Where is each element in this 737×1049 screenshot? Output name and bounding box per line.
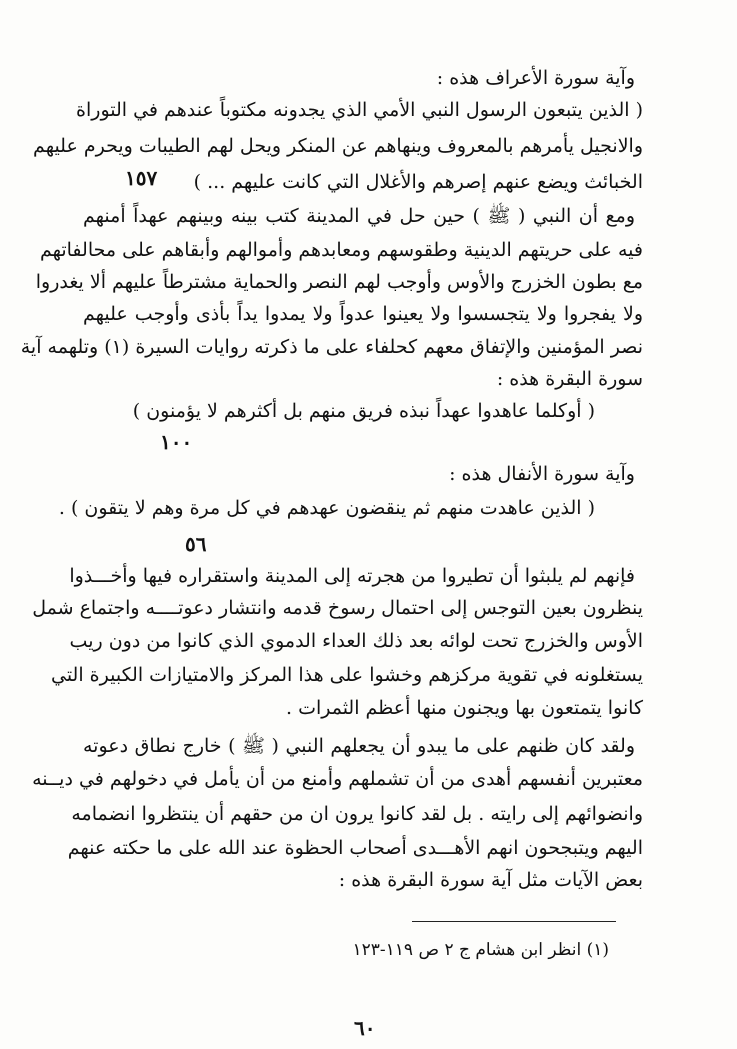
text-line: وآية سورة الأنفال هذه : (449, 463, 635, 485)
text-line: اليهم ويتبجحون انهم الأهـــدى أصحاب الحظوة عند الله على ما حكته عنهم (67, 837, 643, 859)
page-number: ٦٠ (354, 1016, 376, 1040)
text-line: كانوا يتمتعون بها ويجنون منها أعظم الثمرات . (285, 697, 643, 719)
footnote: (١) انظر ابن هشام ج ٢ ص ١١٩-١٢٣ (352, 940, 609, 960)
text-line: فيه على حريتهم الدينية وطقوسهم ومعابدهم وأموالهم وأبقاهم على محالفاتهم (39, 239, 643, 261)
text-line: ( أوكلما عاهدوا عهداً نبذه فريق منهم بل أكثرهم لا يؤمنون ) (132, 400, 595, 422)
verse-number: ٥٦ (185, 532, 207, 556)
verse-number: ١٠٠ (160, 430, 193, 454)
verse-number: ١٥٧ (125, 166, 158, 190)
text-line: الأوس والخزرج تحت لوائه بعد ذلك العداء الدموي الذي كانوا من دون ريب (69, 630, 643, 652)
footnote-divider (412, 921, 616, 922)
text-line: ( الذين عاهدت منهم ثم ينقضون عهدهم في كل مرة وهم لا يتقون ) . (58, 497, 595, 519)
text-line: ينظرون بعين التوجس إلى احتمال رسوخ قدمه وانتشار دعوتــــه واجتماع شمل (32, 597, 643, 619)
text-line: ولا يفجروا ولا يتجسسوا ولا يعينوا عدواً ولا يمدوا يداً بأذى وأوجب عليهم (83, 303, 643, 325)
text-line: وآية سورة الأعراف هذه : (436, 67, 635, 89)
text-line: يستغلونه في تقوية مركزهم وخشوا على هذا المركز والامتيازات الكبيرة التي (50, 664, 643, 686)
text-line: سورة البقرة هذه : (496, 368, 643, 390)
text-line: والانجيل يأمرهم بالمعروف وينهاهم عن المنكر ويحل لهم الطيبات ويحرم عليهم (33, 135, 643, 157)
text-line: الخبائث ويضع عنهم إصرهم والأغلال التي كانت عليهم ... ) (193, 171, 643, 193)
text-line: ولقد كان ظنهم على ما يبدو أن يجعلهم النبي ( ﷺ ) خارج نطاق دعوته (83, 735, 635, 757)
text-line: بعض الآيات مثل آية سورة البقرة هذه : (338, 869, 643, 891)
text-line: وانضوائهم إلى رايته . بل لقد كانوا يرون ان من حقهم أن ينتظروا انضمامه (71, 803, 643, 825)
text-line: مع بطون الخزرج والأوس وأوجب لهم النصر والحماية مشترطاً عليهم ألا يغدروا (35, 271, 643, 293)
text-line: معتبرين أنفسهم أهدى من أن تشملهم وأمنع من أن يأمل في دخولهم في ديــنه (32, 768, 643, 790)
text-line: فإنهم لم يلبثوا أن تطيروا من هجرته إلى المدينة واستقراره فيها وأخـــذوا (69, 565, 635, 587)
text-line: ( الذين يتبعون الرسول النبي الأمي الذي يجدونه مكتوباً عندهم في التوراة (76, 99, 643, 121)
text-line: نصر المؤمنين والإتفاق معهم كحلفاء على ما ذكرته روايات السيرة (١) وتلهمه آية (20, 336, 643, 358)
text-line: ومع أن النبي ( ﷺ ) حين حل في المدينة كتب بينه وبينهم عهداً أمنهم (83, 205, 635, 227)
